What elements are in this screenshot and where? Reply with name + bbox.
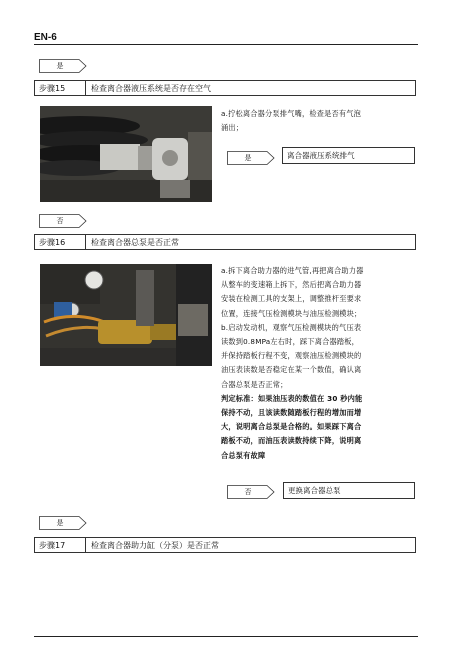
page-code: EN-6 <box>34 32 57 43</box>
yes-tag-label: 是 <box>56 62 64 70</box>
yes-tag-label: 是 <box>244 154 252 162</box>
step-title: 检查离合器总泵是否正常 <box>91 238 179 247</box>
yes-tag <box>227 151 275 165</box>
step-15-result-box: 离合器液压系统排气 <box>282 147 415 164</box>
instruction-line: 涌出； <box>221 123 244 133</box>
yes-tag <box>39 59 87 73</box>
step-15-instructions <box>221 107 417 135</box>
step-title: 检查离合器液压系统是否存在空气 <box>91 84 211 93</box>
clutch-booster-test-photo <box>40 264 212 366</box>
step-16-result-box: 更换离合器总泵 <box>283 482 415 499</box>
no-tag <box>39 214 87 228</box>
step-15-row <box>34 80 416 96</box>
engine-bay-image <box>40 106 212 202</box>
clutch-slave-cylinder-photo <box>40 106 212 202</box>
instruction-line: a.拆下离合助力器的进气管,再把离合助力器 <box>221 266 364 275</box>
no-tag <box>227 485 275 499</box>
step-number: 步骤16 <box>35 235 86 249</box>
instruction-line: 油压表读数是否稳定在某一个数值，确认离 <box>221 365 362 375</box>
instruction-line: 并保持踏板行程不变，观察油压检测模块的 <box>221 351 362 361</box>
step-number: 步骤15 <box>35 81 86 95</box>
no-tag-label: 否 <box>244 488 252 496</box>
header-rule <box>34 44 418 45</box>
instruction-line: 安装在检测工具的支架上，调整推杆至要求 <box>221 294 362 304</box>
no-tag-label: 否 <box>56 217 64 225</box>
criteria-line: 保持不动，且该读数随踏板行程的增加而增 <box>221 408 362 418</box>
step-16-instructions <box>221 264 417 463</box>
criteria-line: 大，说明离合总泵是合格的。如果踩下离合 <box>221 422 362 432</box>
instruction-line: a.拧松离合器分泵排气嘴，检查是否有气泡 <box>221 109 362 118</box>
step-17-row <box>34 537 416 553</box>
criteria-line: 合总泵有故障 <box>221 450 266 460</box>
instruction-line: 位置，连接气压检测模块与油压检测模块； <box>221 308 362 318</box>
step-title: 检查离合器助力缸（分泵）是否正常 <box>91 541 219 550</box>
footer-rule <box>34 636 418 637</box>
step-number: 步骤17 <box>35 538 86 552</box>
instruction-line: 从整车的变速箱上拆下，然后把离合助力器 <box>221 280 362 290</box>
step-16-row <box>34 234 416 250</box>
criteria-line: 判定标准：如果油压表的数值在 30 秒内能 <box>221 393 363 403</box>
instruction-line: 读数到0.8MPa左右时，踩下离合器踏板， <box>221 337 360 347</box>
instruction-line: b.启动发动机，观察气压检测模块的气压表 <box>221 322 362 332</box>
criteria-line: 踏板不动，而油压表读数持续下降，说明离 <box>221 436 362 446</box>
yes-tag-label: 是 <box>56 519 64 527</box>
instruction-line: 合器总泵是否正常； <box>221 379 288 389</box>
yes-tag <box>39 516 87 530</box>
test-rig-image <box>40 264 212 366</box>
